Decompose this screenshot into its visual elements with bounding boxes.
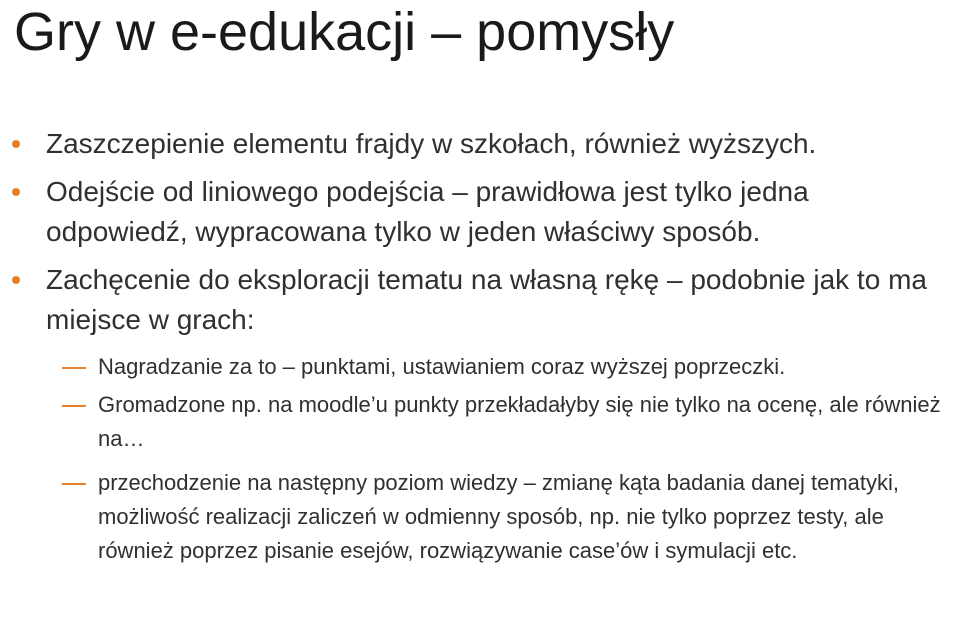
slide-title: Gry w e-edukacji – pomysły (14, 2, 675, 62)
bullet-item-1 (0, 124, 936, 164)
bullet-dot-icon (12, 140, 20, 148)
bullet-item-3 (0, 260, 936, 340)
bullet-dot-icon (12, 276, 20, 284)
slide-content (0, 124, 960, 568)
bullet-text: Zaszczepienie elementu frajdy w szkołach, również wyższych. (46, 128, 817, 159)
bullet-text: Zachęcenie do eksploracji tematu na własną rękę – podobnie jak to ma miejsce w grach: (46, 264, 927, 335)
sub-bullet-text: przechodzenie na następny poziom wiedzy – zmianę kąta badania danej tematyki, możliwość realizacji zaliczeń w odmienny sposób, np. nie tylko poprzez testy, ale również poprzez pisanie esejów, rozwiązywanie case’ów i symulacji etc. (98, 470, 900, 563)
dash-icon (62, 405, 86, 407)
dash-icon (62, 367, 86, 369)
bullet-item-2 (0, 172, 936, 252)
sub-bullet-item-3 (0, 466, 954, 568)
sub-bullet-item-2 (0, 388, 954, 456)
sub-bullet-item-1 (0, 350, 954, 384)
bullet-text: Odejście od liniowego podejścia – prawidłowa jest tylko jedna odpowiedź, wypracowana tylko w jeden właściwy sposób. (46, 176, 809, 247)
sub-bullet-text: Gromadzone np. na moodle’u punkty przekładałyby się nie tylko na ocenę, ale również na… (98, 392, 941, 451)
sub-bullet-text: Nagradzanie za to – punktami, ustawianiem coraz wyższej poprzeczki. (98, 354, 786, 379)
dash-icon (62, 483, 86, 485)
bullet-dot-icon (12, 188, 20, 196)
